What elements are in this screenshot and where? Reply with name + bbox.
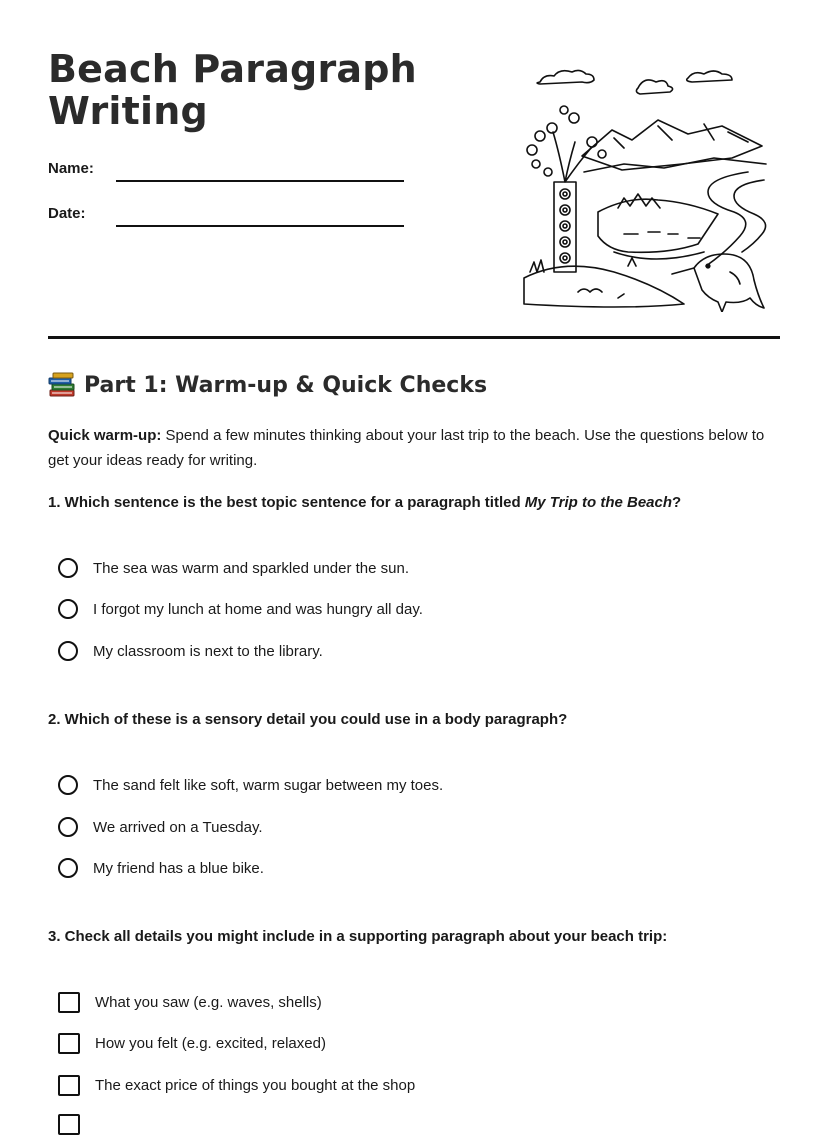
q1-option-2[interactable]: [58, 597, 423, 621]
q2-option-1[interactable]: [58, 773, 443, 797]
title-line-1: Beach Paragraph: [48, 47, 417, 91]
name-label: Name:: [48, 160, 94, 177]
beach-illustration: [518, 62, 770, 312]
name-field[interactable]: [116, 180, 404, 182]
title-line-2: Writing: [48, 89, 208, 133]
q3-option-4[interactable]: [58, 1112, 80, 1136]
worksheet-title: [48, 48, 417, 132]
q1-option-3[interactable]: [58, 639, 323, 663]
warmup-label: Quick warm-up:: [48, 427, 162, 444]
option-label: The sand felt like soft, warm sugar between my toes.: [93, 776, 444, 794]
question-1-suffix: ?: [672, 494, 682, 511]
books-icon: [48, 372, 76, 398]
q3-option-1[interactable]: [58, 990, 322, 1014]
question-1: [48, 493, 681, 513]
option-label: My classroom is next to the library.: [93, 642, 323, 660]
date-field[interactable]: [116, 225, 404, 227]
cloud-2: [636, 80, 672, 94]
q3-option-3[interactable]: [58, 1073, 415, 1097]
cliff: [598, 199, 718, 252]
q2-option-3[interactable]: [58, 856, 264, 880]
warmup-text: Spend a few minutes thinking about your last trip to the beach. Use the questions below to get your ideas ready for writing.: [48, 427, 765, 469]
cloud-3: [687, 71, 732, 82]
checkbox[interactable]: [58, 1075, 80, 1096]
warmup-intro: [48, 423, 778, 473]
checkbox[interactable]: [58, 1114, 80, 1135]
question-3: 3. Check all details you might include in a supporting paragraph about your beach trip:: [48, 928, 668, 945]
radio-button[interactable]: [58, 599, 78, 619]
bird: [694, 254, 764, 312]
option-label: I forgot my lunch at home and was hungry all day.: [93, 600, 423, 618]
radio-button[interactable]: [58, 558, 78, 578]
part1-heading-text: Part 1: Warm-up & Quick Checks: [84, 372, 488, 398]
question-1-text: 1. Which sentence is the best topic sentence for a paragraph titled: [48, 494, 525, 511]
option-label: What you saw (e.g. waves, shells): [95, 993, 322, 1011]
radio-button[interactable]: [58, 858, 78, 878]
option-label: How you felt (e.g. excited, relaxed): [95, 1034, 326, 1052]
question-2: 2. Which of these is a sensory detail you could use in a body paragraph?: [48, 711, 568, 728]
q1-option-1[interactable]: [58, 556, 409, 580]
foreground-hill: [524, 266, 684, 307]
mountains: [582, 120, 762, 170]
question-1-title: My Trip to the Beach: [524, 494, 673, 511]
header-divider: [48, 336, 780, 339]
cloud-1: [537, 70, 594, 84]
radio-button[interactable]: [58, 641, 78, 661]
option-label: The exact price of things you bought at the shop: [95, 1076, 416, 1094]
q3-option-2[interactable]: [58, 1031, 326, 1055]
part1-heading: [48, 372, 487, 398]
checkbox[interactable]: [58, 1033, 80, 1054]
q2-option-2[interactable]: [58, 815, 263, 839]
radio-button[interactable]: [58, 817, 78, 837]
date-label: Date:: [48, 205, 86, 222]
option-label: My friend has a blue bike.: [93, 859, 264, 877]
option-label: We arrived on a Tuesday.: [93, 818, 263, 836]
radio-button[interactable]: [58, 775, 78, 795]
checkbox[interactable]: [58, 992, 80, 1013]
option-label: The sea was warm and sparkled under the sun.: [93, 559, 410, 577]
